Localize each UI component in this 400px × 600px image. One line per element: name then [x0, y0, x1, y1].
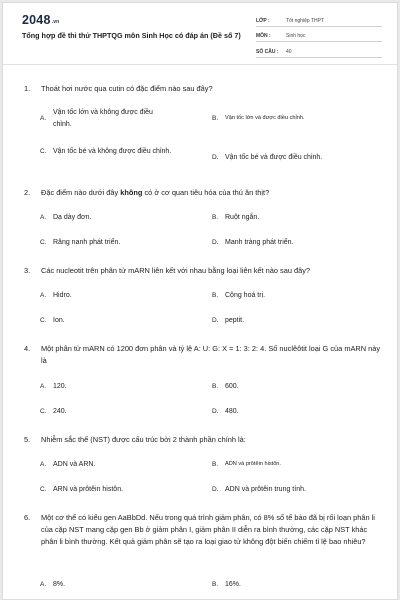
- question-6: [24, 512, 384, 548]
- option-6b[interactable]: B. 16%.: [212, 581, 241, 588]
- question-stem: 2. Đặc điểm nào dưới đây không có ở cơ quan tiêu hóa của thú ăn thịt?: [24, 188, 270, 197]
- question-5: [24, 434, 384, 446]
- site-logo[interactable]: 2048.vn: [22, 13, 60, 27]
- question-1: [24, 83, 384, 95]
- option-1d[interactable]: D. Vận tốc bé và được điều chỉnh.: [212, 154, 323, 161]
- meta-class: LỚP : Tốt nghiệp THPT: [256, 13, 382, 27]
- option-1b[interactable]: B. Vận tốc lớn và được điều chỉnh.: [212, 115, 305, 122]
- option-3c[interactable]: C. Ion.: [40, 317, 65, 324]
- exam-header: [3, 3, 397, 65]
- option-3b[interactable]: B. Cộng hoá trị.: [212, 292, 266, 299]
- question-stem: 3. Các nucleotit trên phân tử mARN liên kết với nhau bằng loại liên kết nào sau đây?: [24, 266, 311, 275]
- question-2: [24, 187, 384, 199]
- option-4a[interactable]: A. 120.: [40, 383, 67, 390]
- option-3d[interactable]: D. peptit.: [212, 317, 245, 324]
- option-5d[interactable]: D. ADN và prôtêin trung tính.: [212, 486, 306, 493]
- meta-subject: MÔN : Sinh học: [256, 29, 382, 43]
- exam-meta: [256, 13, 382, 60]
- option-5a[interactable]: A. ADN và ARN.: [40, 461, 96, 468]
- meta-question-count: SỐ CÂU : 40: [256, 44, 382, 58]
- option-1c[interactable]: C. Vận tốc bé và không được điều chỉnh.: [40, 148, 172, 155]
- option-6a[interactable]: A. 8%.: [40, 581, 66, 588]
- option-4d[interactable]: D. 480.: [212, 408, 239, 415]
- option-1a[interactable]: A. Vận tốc lớn và không được điều chỉnh.: [40, 109, 153, 128]
- exam-page: [2, 2, 398, 600]
- option-5b[interactable]: B. ADN và prôtêin histôn.: [212, 461, 281, 468]
- question-stem: 4. Một phân tử mARN có 1200 đơn phân và tỷ lệ A: U: G: X = 1: 3: 2: 4. Số nuclêôtit loại G của mARN này là: [24, 344, 381, 365]
- option-2c[interactable]: C. Răng nanh phát triển.: [40, 239, 121, 246]
- option-3a[interactable]: A. Hidro.: [40, 292, 72, 299]
- option-5c[interactable]: C. ARN và prôtêin histôn.: [40, 486, 124, 493]
- question-stem: 5. Nhiễm sắc thể (NST) được cấu trúc bởi 2 thành phần chính là:: [24, 435, 246, 444]
- question-stem: 6. Một cơ thể có kiểu gen AaBbDd. Nếu trong quá trình giảm phân, có 8% số tế bào đã bị rối loạn phân li của cặp NST mang cặp gen Bb ở giảm phân I, giảm phân II diễn ra bình thường, các cặp NST khác phân li bình thường. Kết quả giảm phân sẽ tạo ra loại giao tử không đột biến chiếm tỉ lệ bao nhiêu?: [24, 513, 375, 546]
- question-4: [24, 343, 384, 367]
- option-4b[interactable]: B. 600.: [212, 383, 239, 390]
- option-4c[interactable]: C. 240.: [40, 408, 67, 415]
- exam-title: Tổng hợp đề thi thử THPTQG môn Sinh Học có đáp án (Đề số 7): [22, 31, 241, 40]
- option-2b[interactable]: B. Ruột ngắn.: [212, 214, 260, 221]
- option-2a[interactable]: A. Dạ dày đơn.: [40, 214, 92, 221]
- question-3: [24, 265, 384, 277]
- question-stem: 1. Thoát hơi nước qua cutin có đặc điểm nào sau đây?: [24, 84, 213, 93]
- option-2d[interactable]: D. Manh tràng phát triển.: [212, 239, 294, 246]
